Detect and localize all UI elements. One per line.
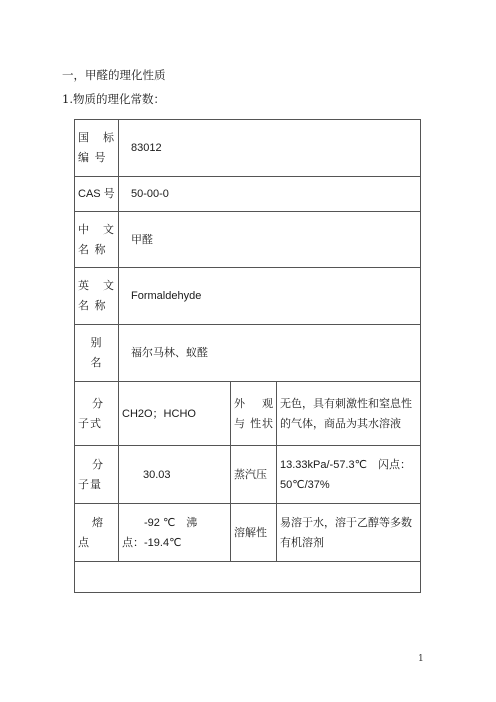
row-value-melting-point: -92 ℃ 沸 点：-19.4℃ [119, 504, 231, 562]
table-row [75, 562, 421, 593]
row-label-molecular-weight: 分 子量 [75, 446, 119, 504]
table-row [75, 120, 421, 177]
table-row [75, 177, 421, 212]
row-value-english-name: Formaldehyde [119, 268, 421, 325]
row-label-chinese-name: 中 文 名 称 [75, 212, 119, 268]
table-row [75, 325, 421, 382]
section-heading: 一，甲醛的理化性质 [62, 68, 166, 82]
empty-row-cell [75, 562, 421, 593]
table-row [75, 446, 421, 504]
row-label-appearance: 外 观 与 性状 [231, 382, 277, 446]
row-value-molecular-weight: 30.03 [119, 446, 231, 504]
row-label-vapor-pressure: 蒸汽压 [231, 446, 277, 504]
table-row [75, 268, 421, 325]
subsection-heading: 1.物质的理化常数： [62, 92, 165, 106]
row-value-solubility: 易溶于水，溶于乙醇等多数有机溶剂 [277, 504, 421, 562]
properties-table [74, 119, 421, 593]
row-label-melting-point: 熔 点 [75, 504, 119, 562]
row-label-national-code: 国 标 编 号 [75, 120, 119, 177]
row-value-formula: CH2O；HCHO [119, 382, 231, 446]
row-value-alias: 福尔马林、蚁醛 [119, 325, 421, 382]
row-value-vapor-pressure: 13.33kPa/-57.3℃ 闪点：50℃/37% [277, 446, 421, 504]
row-label-solubility: 溶解性 [231, 504, 277, 562]
row-value-cas: 50-00-0 [119, 177, 421, 212]
row-label-alias: 别 名 [75, 325, 119, 382]
row-value-chinese-name: 甲醛 [119, 212, 421, 268]
table-row [75, 382, 421, 446]
row-label-english-name: 英 文 名 称 [75, 268, 119, 325]
page-number: 1 [418, 654, 424, 664]
row-label-cas: CAS 号 [75, 177, 119, 212]
row-value-national-code: 83012 [119, 120, 421, 177]
table-row [75, 212, 421, 268]
row-label-formula: 分 子式 [75, 382, 119, 446]
table-row [75, 504, 421, 562]
row-value-appearance: 无色，具有刺激性和窒息性的气体，商品为其水溶液 [277, 382, 421, 446]
